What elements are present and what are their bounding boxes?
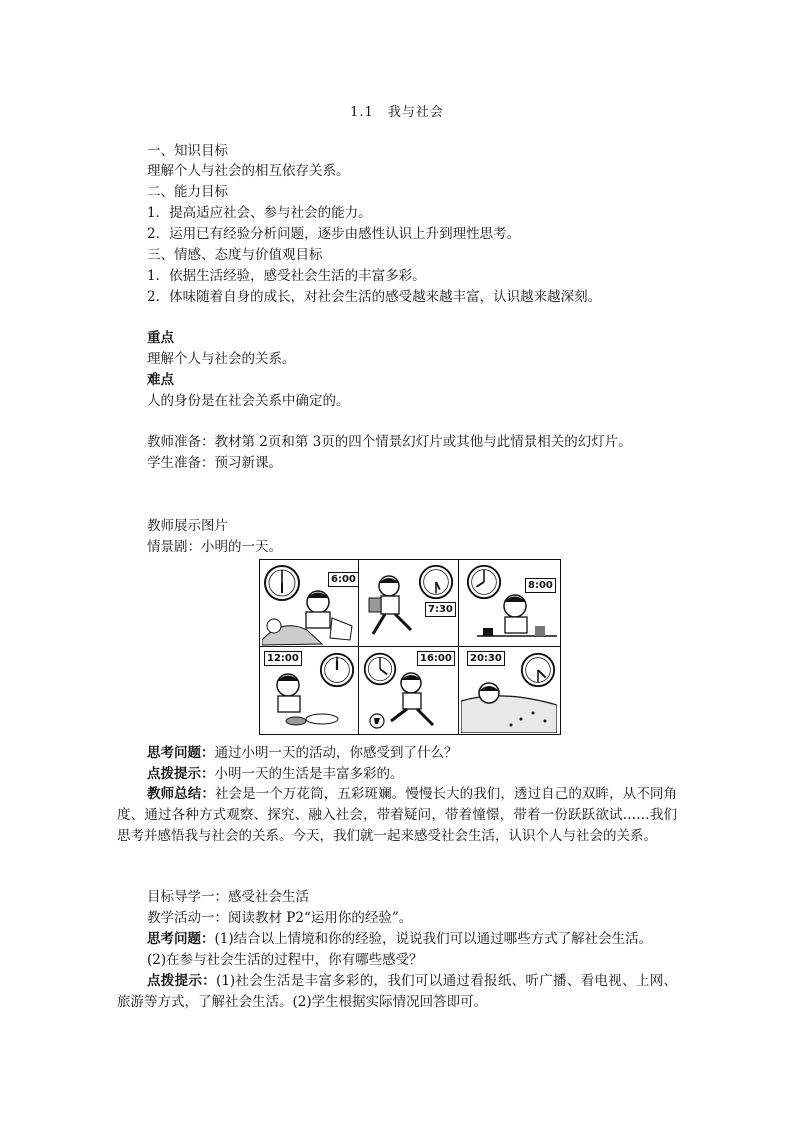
hint-text: (1)社会生活是丰富多彩的，我们可以通过看报纸、听广播、看电视、上网、旅游等方式，了解社会生活。(2)学生根据实际情况回答即可。 — [117, 973, 678, 1010]
hint-text: 小明一天的生活是丰富多彩的。 — [214, 766, 404, 782]
boy-football-drawing — [365, 669, 455, 733]
think-question-2b: (2)在参与社会生活的过程中，你有哪些感受？ — [147, 952, 423, 968]
time-label: 6:00 — [328, 572, 359, 587]
teaching-activity-1: 教学活动一：阅读教材 P2“运用你的经验”。 — [147, 910, 413, 926]
time-label: 12:00 — [264, 651, 302, 666]
boy-running-drawing — [363, 574, 423, 644]
ability-objective-1: 1．提高适应社会、参与社会的能力。 — [147, 205, 372, 221]
difficulty-heading: 难点 — [147, 372, 174, 388]
time-label: 16:00 — [417, 651, 455, 666]
think-question-1 — [147, 743, 458, 763]
think-question-label: 思考问题： — [147, 745, 215, 761]
panel-7-30 — [359, 560, 459, 647]
time-label: 7:30 — [425, 602, 456, 617]
hint-label: 点拨提示： — [147, 766, 215, 782]
ability-objective-2: 2．运用已有经验分析问题，逐步由感性认识上升到理性思考。 — [147, 226, 521, 242]
scenario-caption: 情景剧：小明的一天。 — [147, 539, 282, 555]
emotion-objective-heading: 三、情感、态度与价值观目标 — [147, 247, 323, 263]
summary-text: 社会是一个万花筒，五彩斑斓。慢慢长大的我们，透过自己的双眸，从不同角度、通过各种方式观察、探究、融入社会，带着疑问，带着憧憬，带着一份跃跃欲试……我们思考并感悟我与社会的关系。今天，我们就一起来感受社会生活，认识个人与社会的关系。 — [117, 786, 678, 844]
emotion-objective-2: 2．体味随着自身的成长，对社会生活的感受越来越丰富，认识越来越深刻。 — [147, 289, 602, 305]
boy-sleeping-drawing — [461, 675, 557, 733]
key-point-text: 理解个人与社会的关系。 — [147, 351, 296, 367]
summary-label: 教师总结： — [147, 786, 215, 802]
panel-16-00 — [359, 647, 459, 734]
student-preparation: 学生准备：预习新课。 — [147, 455, 282, 471]
think-question-label: 思考问题： — [147, 931, 215, 947]
emotion-objective-1: 1．依据生活经验，感受社会生活的丰富多彩。 — [147, 268, 426, 284]
hint-label: 点拨提示： — [147, 973, 217, 989]
boy-studying-drawing — [477, 592, 557, 646]
guide-1-heading: 目标导学一：感受社会生活 — [147, 889, 309, 905]
ability-objective-heading: 二、能力目标 — [147, 184, 228, 200]
think-question-text: 通过小明一天的活动，你感受到了什么？ — [214, 745, 458, 761]
panel-8-00 — [459, 560, 560, 647]
teacher-summary — [117, 784, 677, 847]
difficulty-text: 人的身份是在社会关系中确定的。 — [147, 393, 350, 409]
hint-1 — [147, 764, 404, 784]
boy-waking-drawing — [262, 588, 357, 646]
key-point-heading: 重点 — [147, 330, 174, 346]
panel-20-30 — [459, 647, 560, 734]
panel-6-00 — [260, 560, 359, 647]
knowledge-objective-text: 理解个人与社会的相互依存关系。 — [147, 163, 350, 179]
think-question-2 — [147, 929, 652, 949]
panel-12-00 — [260, 647, 359, 734]
teacher-preparation: 教师准备：教材第 2页和第 3页的四个情景幻灯片或其他与此情景相关的幻灯片。 — [147, 434, 632, 450]
time-label: 8:00 — [525, 578, 556, 593]
time-label: 20:30 — [467, 651, 505, 666]
hint-2 — [117, 971, 677, 1013]
xiaoming-day-illustration — [259, 559, 561, 735]
think-question-text: (1)结合以上情境和你的经验，说说我们可以通过哪些方式了解社会生活。 — [214, 931, 653, 947]
teacher-show-pictures: 教师展示图片 — [147, 518, 228, 534]
boy-eating-drawing — [266, 669, 356, 733]
lesson-title: 1.1 我与社会 — [350, 105, 444, 120]
knowledge-objective-heading: 一、知识目标 — [147, 143, 228, 159]
